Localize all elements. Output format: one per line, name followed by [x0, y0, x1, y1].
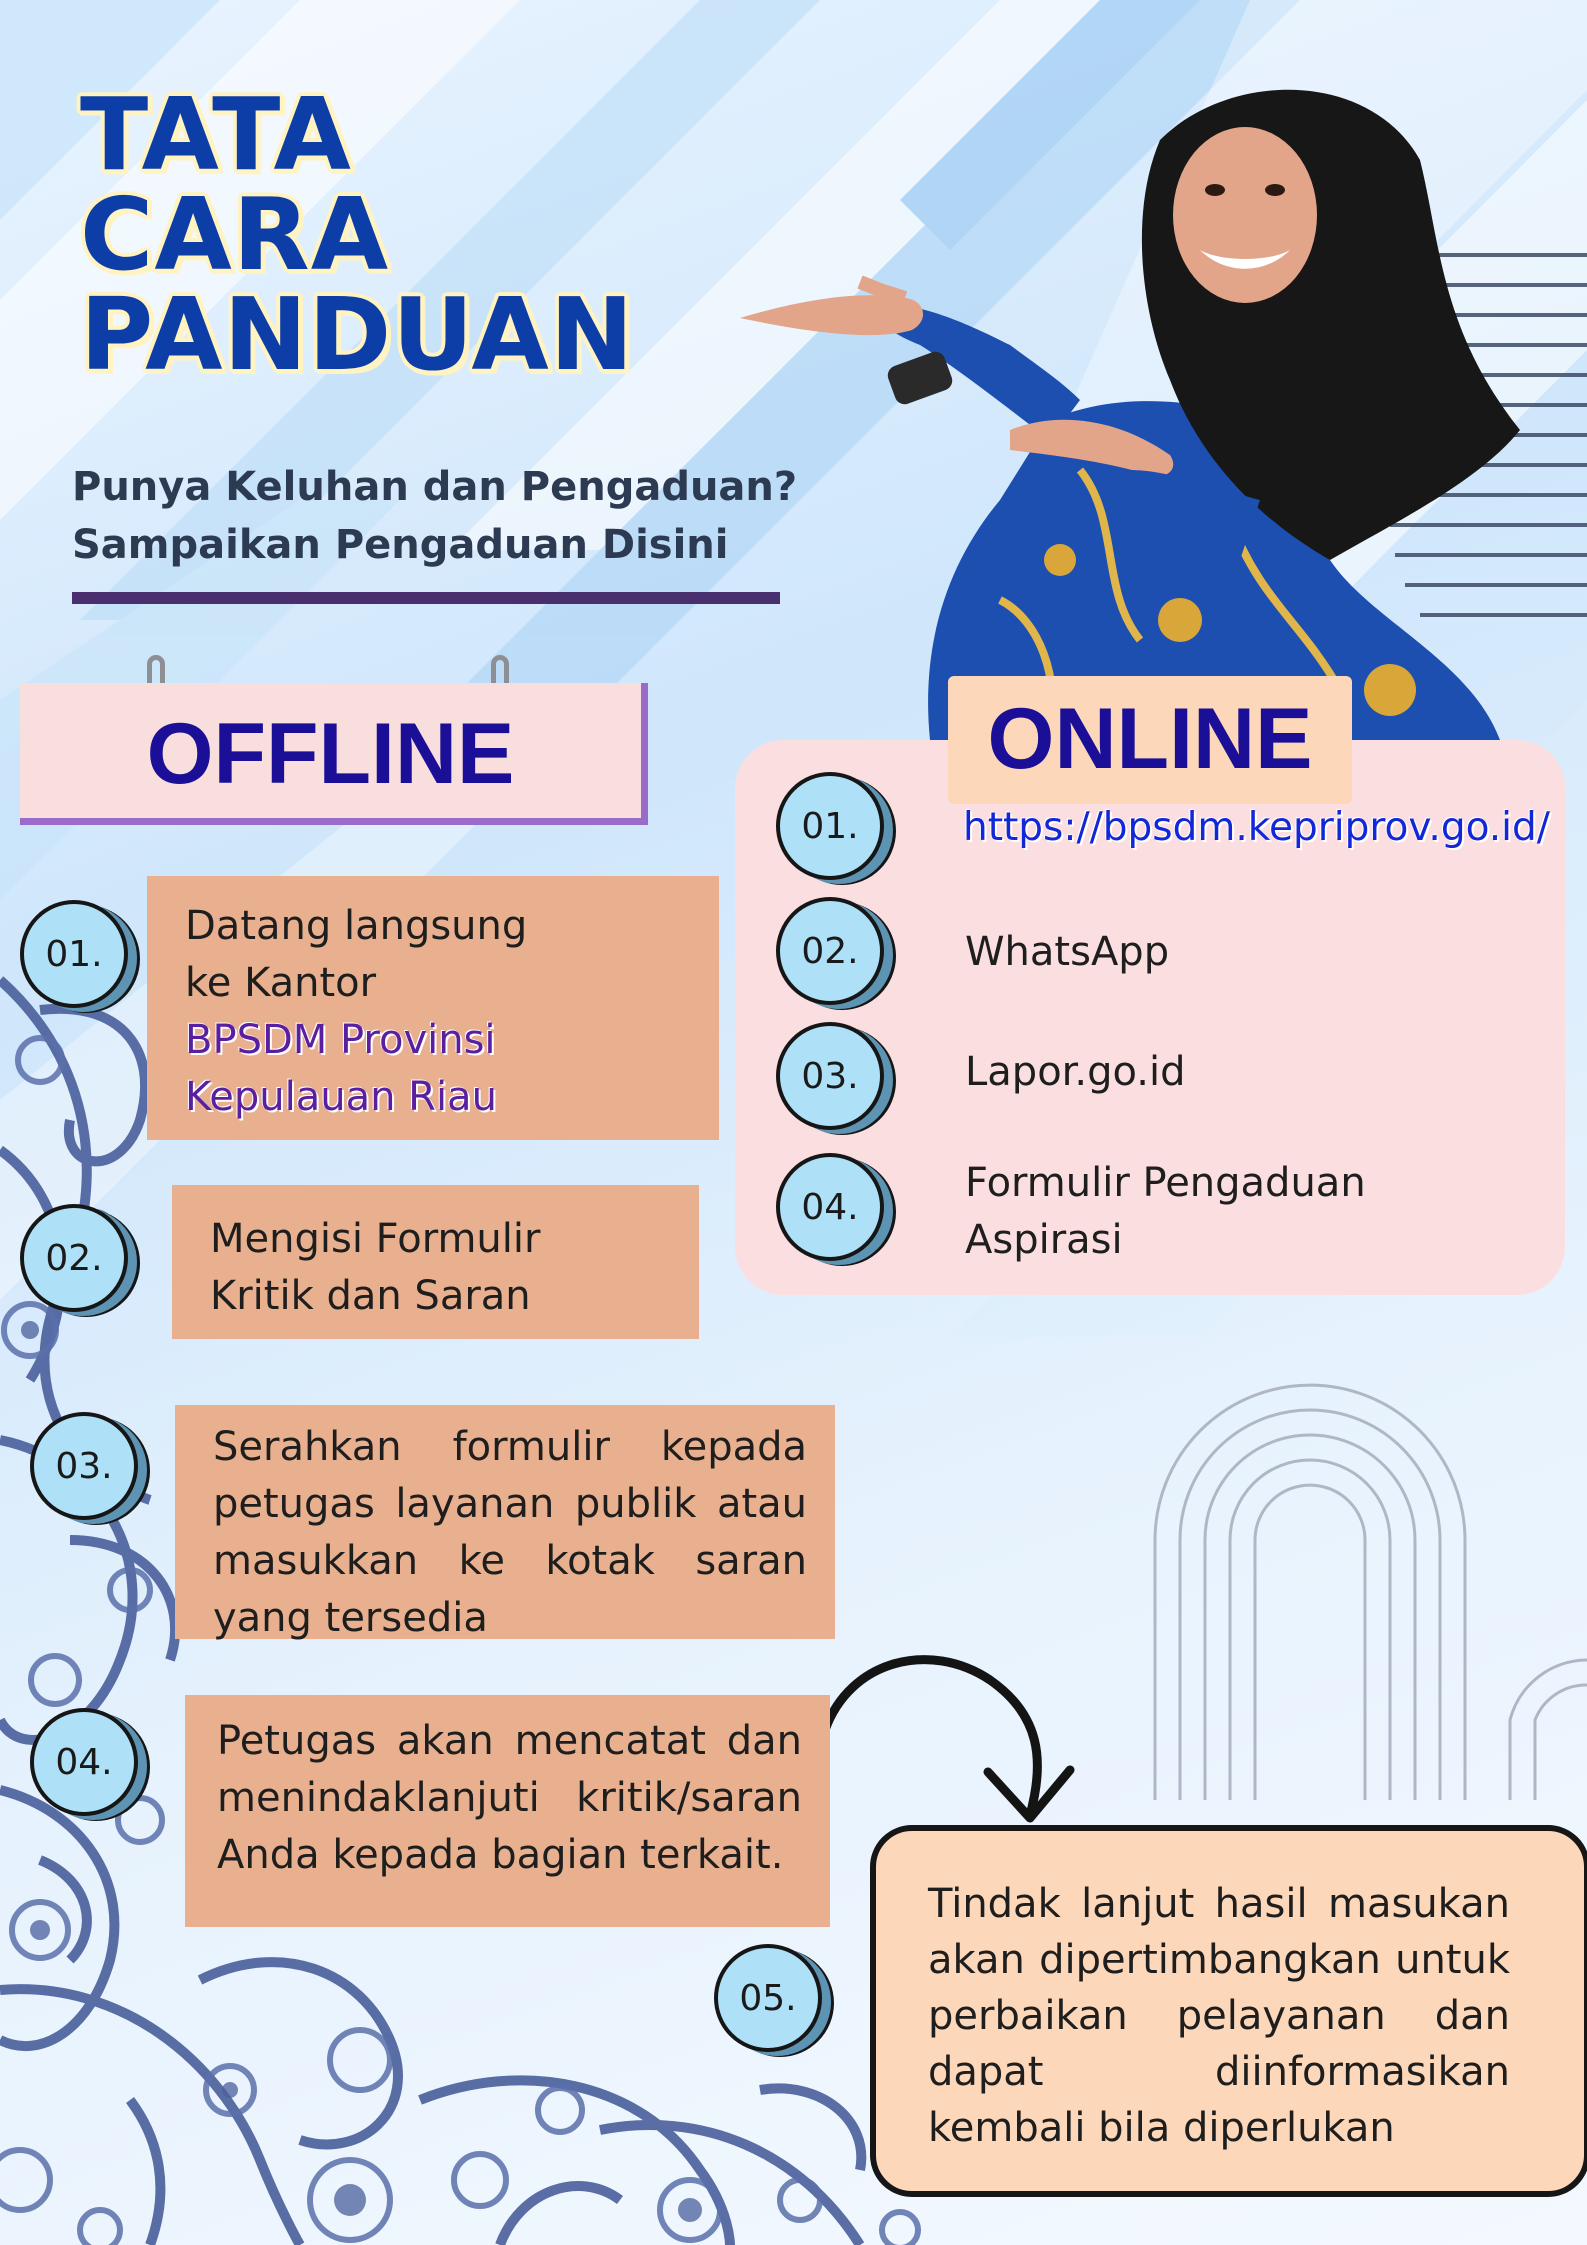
- subtitle: [72, 458, 797, 574]
- online-heading: ONLINE: [987, 691, 1313, 787]
- final-step-text: Tindak lanjut hasil masukan akan dipertimbangkan untuk perbaikan pelayanan dan dapat diinformasikan kembali bila diperlukan: [928, 1881, 1510, 2151]
- offline-step-3-number: 03.: [30, 1412, 138, 1520]
- subtitle-line-2: Sampaikan Pengaduan Disini: [72, 522, 729, 568]
- title-line-3: PANDUAN: [80, 276, 635, 393]
- curved-arrow-icon: [825, 1660, 1070, 1818]
- online-item-2-number: 02.: [776, 897, 884, 1005]
- online-item-4-number: 04.: [776, 1153, 884, 1261]
- offline-step-3-text: Serahkan formulir kepada petugas layanan publik atau masukkan ke kotak saran yang tersedia: [213, 1424, 807, 1641]
- subtitle-underline: [72, 592, 780, 604]
- offline-step-2-box: [172, 1185, 699, 1339]
- offline-step-4-box: [185, 1695, 830, 1927]
- online-item-3-number: 03.: [776, 1022, 884, 1130]
- aspiration-form-channel: Formulir Pengaduan Aspirasi: [965, 1160, 1366, 1263]
- offline-heading-card: [20, 683, 648, 825]
- offline-step-4-text: Petugas akan mencatat dan menindaklanjuti kritik/saran Anda kepada bagian terkait.: [217, 1718, 802, 1878]
- website-link[interactable]: https://bpsdm.kepriprov.go.id/: [963, 805, 1550, 850]
- offline-step-1-box: [147, 876, 719, 1140]
- offline-step-2-number: 02.: [20, 1204, 128, 1312]
- offline-step-1-text: Datang langsung ke Kantor: [185, 903, 528, 1006]
- title-line-2: CARA: [80, 176, 390, 293]
- title-line-1: TATA: [80, 76, 352, 193]
- offline-step-4-number: 04.: [30, 1708, 138, 1816]
- offline-step-2-text: Mengisi Formulir Kritik dan Saran: [210, 1216, 541, 1319]
- online-heading-card: [948, 676, 1352, 804]
- poster-title: [80, 76, 635, 393]
- online-item-1-number: 01.: [776, 772, 884, 880]
- offline-step-3-box: [175, 1405, 835, 1639]
- final-step-number: 05.: [714, 1944, 822, 2052]
- whatsapp-channel: WhatsApp: [965, 929, 1170, 975]
- offline-step-1-highlight: BPSDM Provinsi Kepulauan Riau: [185, 1017, 497, 1120]
- subtitle-line-1: Punya Keluhan dan Pengaduan?: [72, 464, 798, 510]
- offline-heading: OFFLINE: [146, 706, 515, 802]
- lapor-channel: Lapor.go.id: [965, 1049, 1186, 1095]
- offline-step-1-number: 01.: [20, 900, 128, 1008]
